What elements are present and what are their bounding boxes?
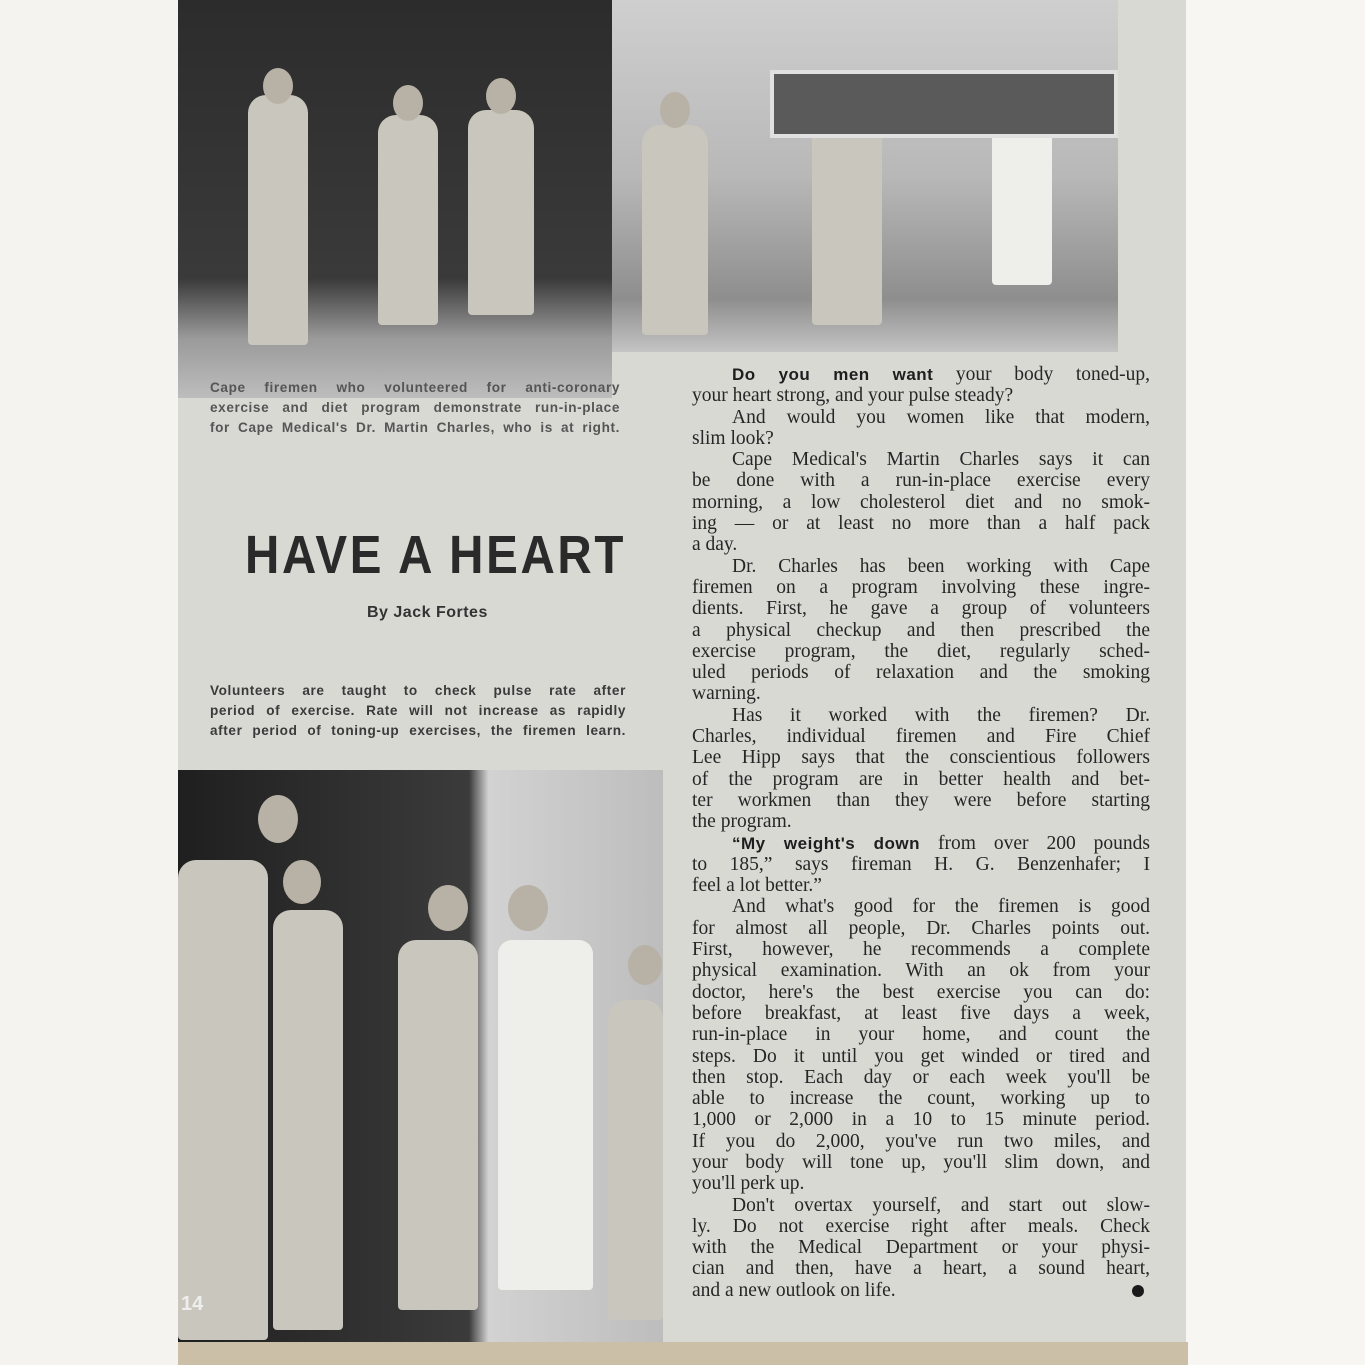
article-line: If you do 2,000, you've run two miles, and (692, 1130, 1150, 1152)
article-line: be done with a run-in-place exercise every (692, 470, 1150, 492)
article-line: you'll perk up. (692, 1173, 805, 1195)
article-line: to 185,” says fireman H. G. Benzenhafer; I (692, 853, 1150, 875)
article-line: a physical checkup and then prescribed the (692, 619, 1150, 641)
byline: By Jack Fortes (367, 604, 488, 621)
article-line: for almost all people, Dr. Charles points out. (692, 917, 1150, 939)
article-line: Don't overtax yourself, and start out slow- (732, 1194, 1150, 1216)
article-line: Charles, individual firemen and Fire Chief (692, 726, 1150, 748)
article-line: a day. (692, 534, 738, 556)
article-line: Dr. Charles has been working with Cape (732, 555, 1150, 577)
caption-line: exercise and diet program demonstrate run-in-place (210, 400, 620, 415)
top-photo-caption (210, 378, 620, 438)
photo-firemen-exercising-right (612, 0, 1118, 352)
article-line: Cape Medical's Martin Charles says it can (732, 449, 1150, 471)
article-line: 1,000 or 2,000 in a 10 to 15 minute period. (692, 1109, 1150, 1131)
article-line: ly. Do not exercise right after meals. Check (692, 1215, 1150, 1237)
caption-line: period of exercise. Rate will not increase as rapidly (210, 703, 626, 718)
article-line: of the program are in better health and bet- (692, 768, 1150, 790)
article-line: then stop. Each day or each week you'll be (692, 1066, 1150, 1088)
end-mark-bullet (1132, 1285, 1144, 1297)
article-line: First, however, he recommends a complete (692, 939, 1150, 961)
article-line (692, 364, 1150, 385)
article-line: your heart strong, and your pulse steady? (692, 385, 1014, 407)
article-line: Lee Hipp says that the conscientious followers (692, 747, 1150, 769)
article-line: morning, a low cholesterol diet and no smok- (692, 491, 1150, 513)
article-line: with the Medical Department or your physi- (692, 1237, 1150, 1259)
article-line: able to increase the count, working up to (692, 1088, 1150, 1110)
photo-doctor-with-firemen (178, 770, 663, 1342)
article-line (692, 833, 1150, 854)
article-line: dients. First, he gave a group of volunteers (692, 598, 1150, 620)
page-number: 14 (181, 1293, 204, 1315)
text: your body toned-up, (955, 364, 1151, 385)
article-line: And what's good for the firemen is good (732, 896, 1150, 918)
article-title: HAVE A HEART (245, 525, 627, 585)
article-line: physical examination. With an ok from your (692, 960, 1150, 982)
caption-line: after period of toning-up exercises, the firemen learn. (210, 723, 626, 738)
article-line: the program. (692, 811, 792, 833)
article-line: ter workmen than they were before starting (692, 789, 1150, 811)
article-body (692, 364, 1150, 1301)
caption-line: Volunteers are taught to check pulse rate after (210, 683, 626, 698)
article-line: and a new outlook on life. (692, 1280, 1150, 1301)
article-line: feel a lot better.” (692, 875, 822, 897)
article-line: ing — or at least no more than a half pack (692, 513, 1150, 535)
article-line: slim look? (692, 427, 774, 449)
caption-line: Cape firemen who volunteered for anti-coronary (210, 380, 620, 395)
article-line: uled periods of relaxation and the smoking (692, 662, 1150, 684)
photo-firemen-exercising-left (178, 0, 612, 398)
article-line: steps. Do it until you get winded or tired and (692, 1045, 1150, 1067)
article-line: And would you women like that modern, (732, 406, 1150, 428)
article-line: run-in-place in your home, and count the (692, 1024, 1150, 1046)
article-line: cian and then, have a heart, a sound heart, (692, 1258, 1150, 1280)
article-line: exercise program, the diet, regularly sched- (692, 640, 1150, 662)
bottom-photo-caption (210, 681, 626, 741)
text: from over 200 pounds (937, 832, 1151, 854)
article-line: doctor, here's the best exercise you can do: (692, 981, 1150, 1003)
article-line: Has it worked with the firemen? Dr. (732, 704, 1150, 726)
caption-line: for Cape Medical's Dr. Martin Charles, who is at right. (210, 420, 620, 435)
article-line: your body will tone up, you'll slim down, and (692, 1151, 1150, 1173)
table-surface (178, 1342, 1188, 1365)
article-line: before breakfast, at least five days a week, (692, 1002, 1150, 1024)
lead-in: Do you men want (732, 365, 934, 384)
building-window (770, 70, 1118, 138)
lead-in: “My weight's down (732, 833, 920, 853)
article-line: firemen on a program involving these ingre- (692, 576, 1150, 598)
article-line: warning. (692, 683, 761, 705)
background (1186, 0, 1365, 1365)
